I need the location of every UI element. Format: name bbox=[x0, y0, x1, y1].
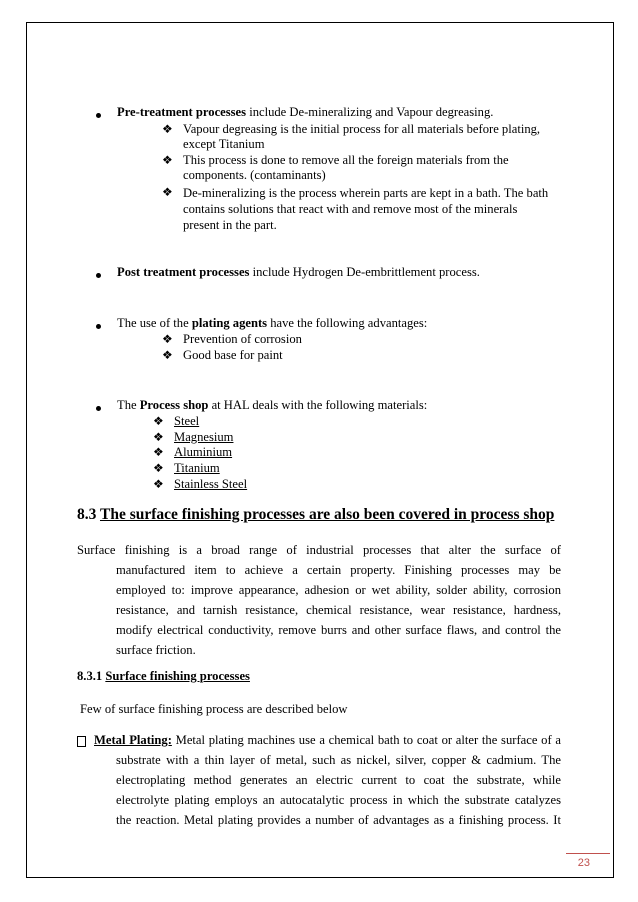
text: Metal plating machines use a chemical bath to coat or alter the surface of a bbox=[175, 733, 561, 747]
subsection-title: Surface finishing processes bbox=[105, 669, 250, 683]
pretreatment-sub-1 bbox=[183, 122, 540, 152]
paragraph-line: electrolyte plating employs an autocatalytic process in which the substrate catalyzes bbox=[116, 793, 561, 807]
paragraph-line: electroplating method generates an electric current to coat the substrate, while bbox=[116, 773, 561, 787]
paragraph-line: Surface finishing is a broad range of industrial processes that alter the surface of bbox=[77, 543, 561, 557]
bold-term: Process shop bbox=[139, 398, 209, 412]
diamond-bullet-icon: ❖ bbox=[162, 185, 173, 199]
posttreatment-rest: include Hydrogen De-embrittlement process. bbox=[249, 265, 480, 279]
material-item: Titanium bbox=[174, 461, 220, 475]
sub-line: This process is done to remove all the foreign materials from the bbox=[183, 153, 509, 167]
subsection-number: 8.3.1 bbox=[77, 669, 103, 683]
sub-line: De-mineralizing is the process wherein parts are kept in a bath. The bath bbox=[183, 186, 549, 200]
text: at HAL deals with the following materials: bbox=[208, 398, 428, 412]
pretreatment-lead: Pre-treatment processes bbox=[117, 105, 247, 119]
bullet-icon bbox=[96, 324, 101, 329]
plating-advantage: Good base for paint bbox=[183, 348, 283, 362]
bold-term: plating agents bbox=[191, 316, 268, 330]
paragraph-line: employed to: improve appearance, adhesion or wet ability, solder ability, corrosion bbox=[116, 583, 561, 597]
posttreatment-line bbox=[117, 265, 480, 280]
sub-line: present in the part. bbox=[183, 218, 277, 232]
material-item: Magnesium bbox=[174, 430, 234, 444]
metal-plating-label: Metal Plating: bbox=[94, 733, 172, 747]
diamond-bullet-icon: ❖ bbox=[153, 445, 164, 459]
paragraph-line: modify electrical conductivity, remove burrs and other surface flaws, and control the bbox=[116, 623, 561, 637]
paragraph-line: manufactured item to achieve a certain property. Finishing processes may be bbox=[116, 563, 561, 577]
text: have the following advantages: bbox=[267, 316, 428, 330]
diamond-bullet-icon: ❖ bbox=[162, 332, 173, 346]
diamond-bullet-icon: ❖ bbox=[153, 461, 164, 475]
section-number: 8.3 bbox=[77, 506, 97, 523]
intro-line: Few of surface finishing process are described below bbox=[80, 702, 348, 716]
section-heading bbox=[77, 506, 554, 524]
text: The use of the bbox=[117, 316, 192, 330]
plating-agents-line bbox=[117, 316, 427, 331]
sub-line: except Titanium bbox=[183, 137, 265, 151]
subsection-heading bbox=[77, 669, 250, 684]
missing-glyph-box-icon bbox=[77, 736, 86, 747]
diamond-bullet-icon: ❖ bbox=[153, 477, 164, 491]
process-shop-line bbox=[117, 398, 427, 413]
plating-advantage: Prevention of corrosion bbox=[183, 332, 302, 346]
diamond-bullet-icon: ❖ bbox=[162, 153, 173, 167]
pretreatment-line bbox=[117, 105, 493, 120]
sub-line: contains solutions that react with and remove most of the minerals bbox=[183, 202, 518, 216]
diamond-bullet-icon: ❖ bbox=[162, 348, 173, 362]
page-number: 23 bbox=[577, 857, 590, 869]
material-item: Steel bbox=[174, 414, 200, 428]
material-item: Aluminium bbox=[174, 445, 233, 459]
paragraph-line: surface friction. bbox=[116, 643, 196, 657]
bullet-icon bbox=[96, 273, 101, 278]
posttreatment-lead: Post treatment processes bbox=[117, 265, 250, 279]
diamond-bullet-icon: ❖ bbox=[162, 122, 173, 136]
bullet-icon bbox=[96, 406, 101, 411]
pretreatment-sub-2 bbox=[183, 153, 509, 183]
page-number-rule bbox=[566, 853, 610, 854]
paragraph-line: resistance, and tarnish resistance, chemical resistance, wear resistance, hardness, bbox=[116, 603, 561, 617]
section-title: The surface finishing processes are also been covered in process shop bbox=[99, 506, 555, 523]
paragraph-line: substrate with a thin layer of metal, such as nickel, silver, copper & cadmium. The bbox=[116, 753, 561, 767]
paragraph-line: the reaction. Metal plating provides a number of advantages as a finishing process. It bbox=[116, 813, 561, 827]
text: The bbox=[117, 398, 140, 412]
pretreatment-rest: include De-mineralizing and Vapour degreasing. bbox=[246, 105, 494, 119]
material-item: Stainless Steel bbox=[174, 477, 248, 491]
sub-line: Vapour degreasing is the initial process for all materials before plating, bbox=[183, 122, 541, 136]
sub-line: components. (contaminants) bbox=[183, 168, 326, 182]
pretreatment-sub-3 bbox=[183, 185, 548, 233]
metal-plating-line bbox=[94, 733, 561, 748]
diamond-bullet-icon: ❖ bbox=[153, 430, 164, 444]
diamond-bullet-icon: ❖ bbox=[153, 414, 164, 428]
bullet-icon bbox=[96, 113, 101, 118]
